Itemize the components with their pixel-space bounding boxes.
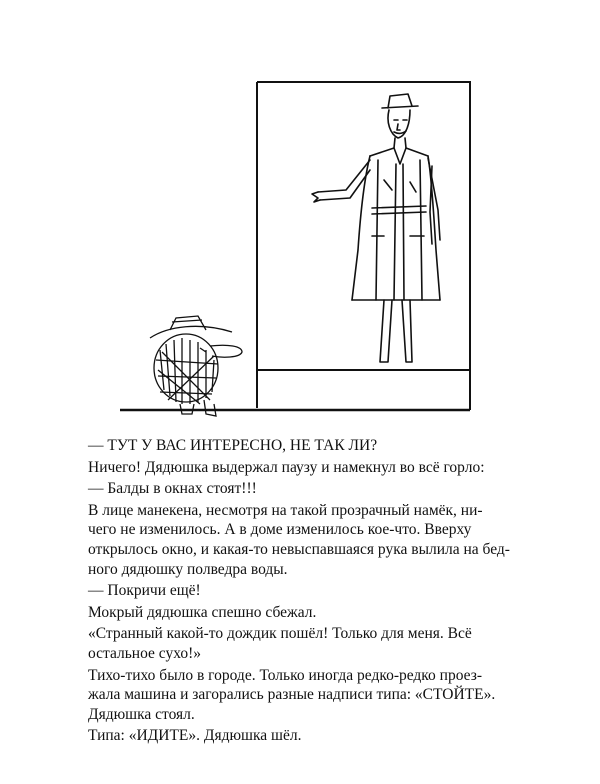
text-line: ного дядюшку полведра воды. xyxy=(88,560,288,578)
paragraph xyxy=(88,581,528,601)
text-line: Ничего! Дядюшка выдержал паузу и намекнул во всё горло: xyxy=(88,458,485,476)
text-line: открылось окно, и какая-то невыспавшаяся рука вылила на бед- xyxy=(88,540,510,558)
text-line: остальное сухо!» xyxy=(88,644,202,662)
text-line: Мокрый дядюшка спешно сбежал. xyxy=(88,603,317,621)
hairy-character-drawing xyxy=(150,316,242,416)
mannequin-drawing xyxy=(312,94,440,362)
text-line: жала машина и загорались разные надписи типа: «СТОЙТЕ». xyxy=(88,686,496,704)
text-line: Дядюшка стоял. xyxy=(88,705,195,723)
text-line: В лице манекена, несмотря на такой прозрачный намёк, ни- xyxy=(88,501,483,519)
paragraph xyxy=(88,603,528,623)
text-line: — Покричи ещё! xyxy=(88,582,201,600)
text-line: «Странный какой-то дождик пошёл! Только для меня. Всё xyxy=(88,625,472,643)
story-text xyxy=(88,436,528,748)
text-line: Типа: «ИДИТЕ». Дядюшка шёл. xyxy=(88,727,302,745)
text-line: — Балды в окнах стоят!!! xyxy=(88,480,257,498)
text-line: чего не изменилось. А в доме изменилось кое-что. Вверху xyxy=(88,521,472,539)
paragraph xyxy=(88,624,528,663)
paragraph xyxy=(88,479,528,499)
paragraph xyxy=(88,501,528,579)
paragraph xyxy=(88,436,528,456)
text-line: Тихо-тихо было в городе. Только иногда редко-редко проез- xyxy=(88,666,483,684)
text-line: — ТУТ У ВАС ИНТЕРЕСНО, НЕ ТАК ЛИ? xyxy=(88,437,378,454)
paragraph xyxy=(88,666,528,725)
paragraph xyxy=(88,458,528,478)
paragraph xyxy=(88,726,528,746)
